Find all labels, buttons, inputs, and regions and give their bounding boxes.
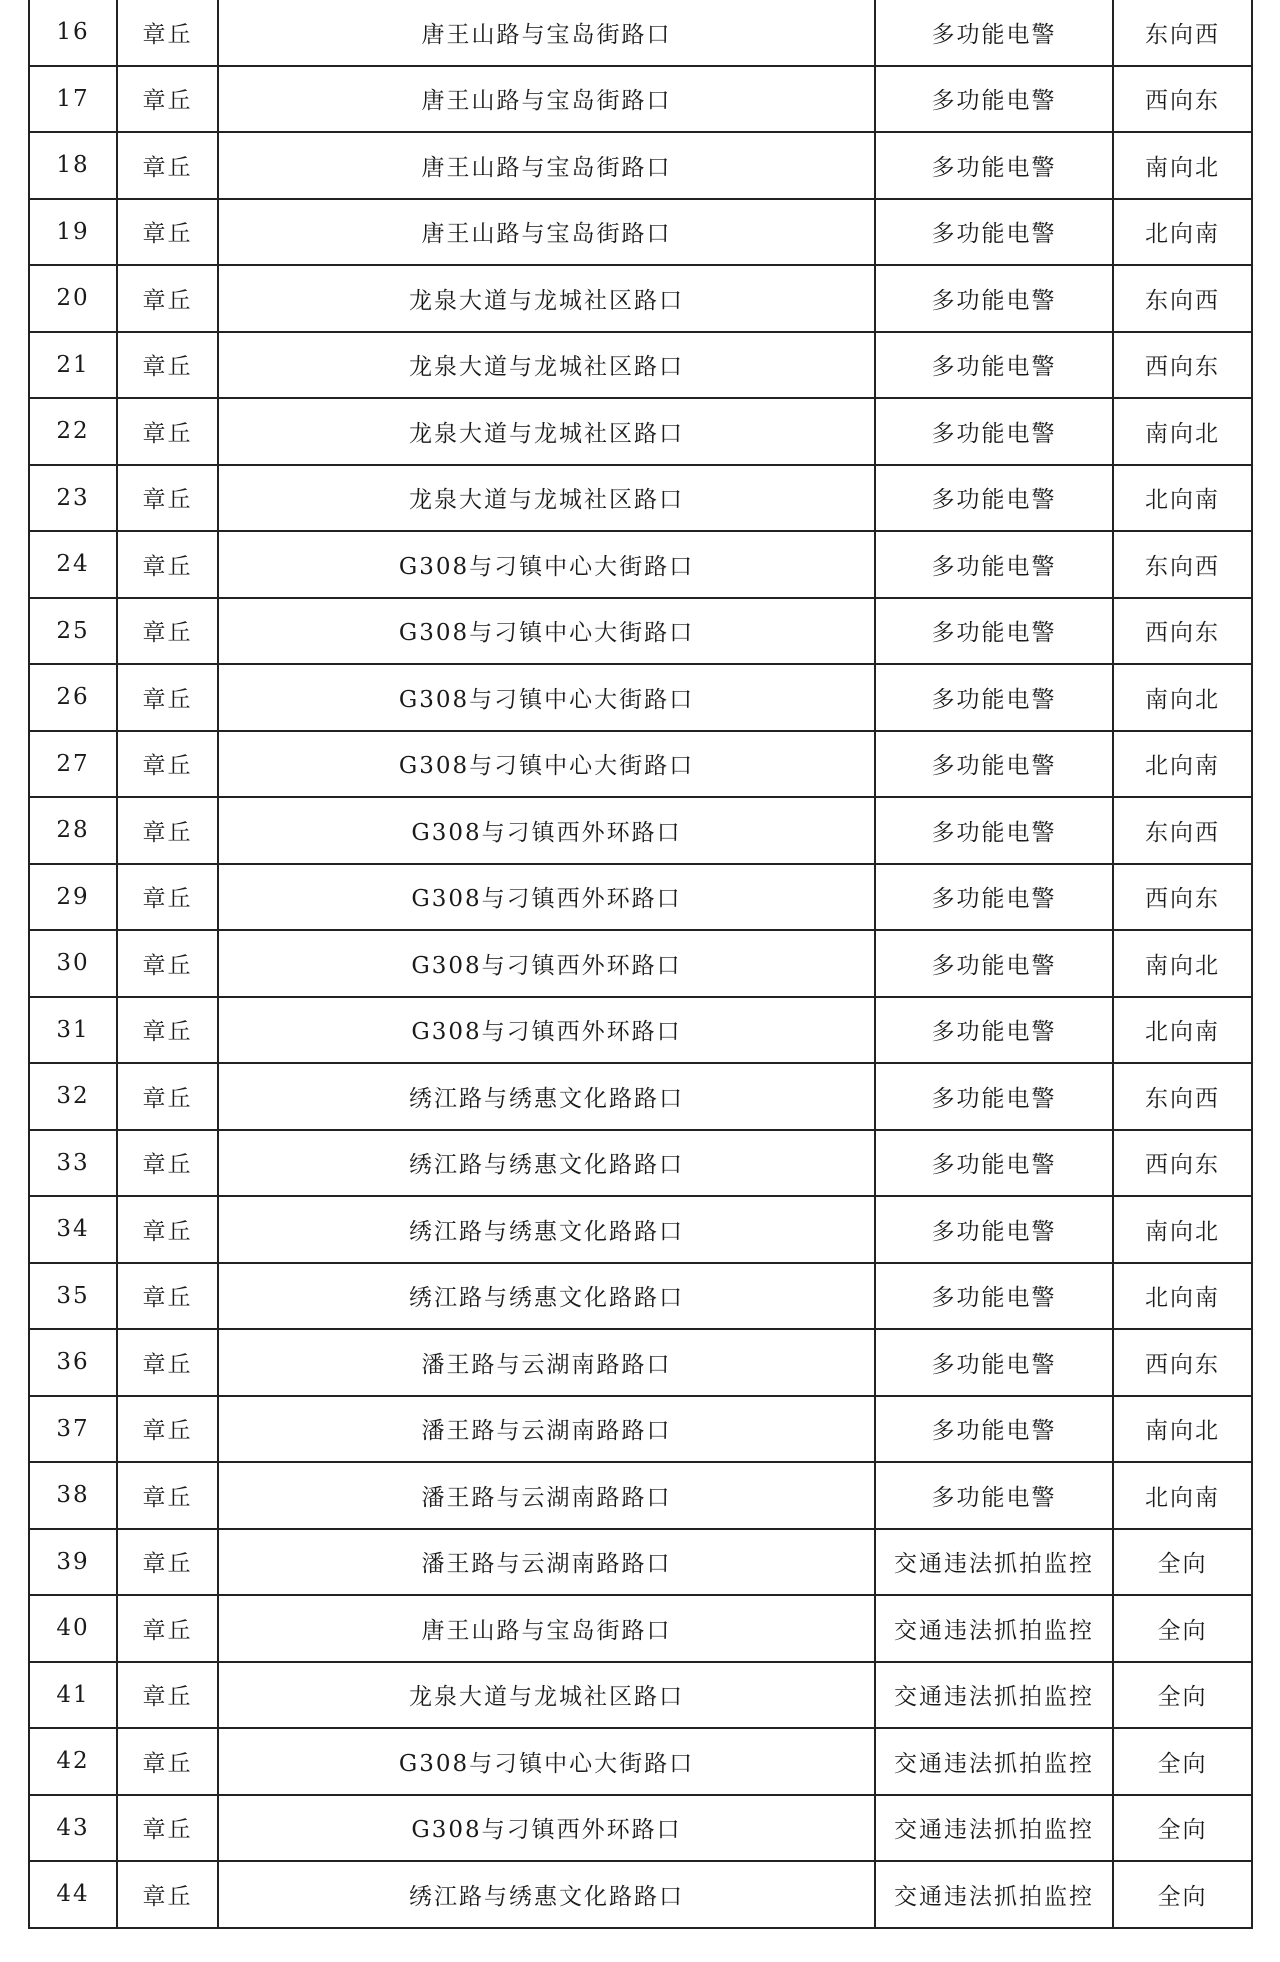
row-number-cell: 24 bbox=[29, 531, 117, 598]
table-row bbox=[29, 1662, 1252, 1729]
table-body bbox=[29, 0, 1252, 1928]
direction-cell: 西向东 bbox=[1113, 864, 1252, 931]
table-row bbox=[29, 332, 1252, 399]
device-type-cell: 多功能电警 bbox=[875, 797, 1113, 864]
intersection-cell: 唐王山路与宝岛街路口 bbox=[218, 199, 875, 266]
row-number-cell: 29 bbox=[29, 864, 117, 931]
row-number-cell: 40 bbox=[29, 1595, 117, 1662]
district-cell: 章丘 bbox=[117, 930, 218, 997]
camera-location-table bbox=[28, 0, 1253, 1929]
direction-cell: 北向南 bbox=[1113, 997, 1252, 1064]
intersection-cell: G308与刁镇中心大街路口 bbox=[218, 531, 875, 598]
device-type-cell: 多功能电警 bbox=[875, 66, 1113, 133]
row-number-cell: 17 bbox=[29, 66, 117, 133]
intersection-cell: 龙泉大道与龙城社区路口 bbox=[218, 398, 875, 465]
direction-cell: 全向 bbox=[1113, 1861, 1252, 1928]
direction-cell: 南向北 bbox=[1113, 398, 1252, 465]
intersection-cell: 龙泉大道与龙城社区路口 bbox=[218, 332, 875, 399]
table-row bbox=[29, 930, 1252, 997]
row-number-cell: 23 bbox=[29, 465, 117, 532]
device-type-cell: 多功能电警 bbox=[875, 398, 1113, 465]
table-row bbox=[29, 1130, 1252, 1197]
district-cell: 章丘 bbox=[117, 1130, 218, 1197]
intersection-cell: G308与刁镇西外环路口 bbox=[218, 1795, 875, 1862]
intersection-cell: 绣江路与绣惠文化路路口 bbox=[218, 1263, 875, 1330]
device-type-cell: 多功能电警 bbox=[875, 265, 1113, 332]
row-number-cell: 36 bbox=[29, 1329, 117, 1396]
device-type-cell: 多功能电警 bbox=[875, 0, 1113, 66]
row-number-cell: 31 bbox=[29, 997, 117, 1064]
direction-cell: 全向 bbox=[1113, 1795, 1252, 1862]
table-row bbox=[29, 1795, 1252, 1862]
device-type-cell: 交通违法抓拍监控 bbox=[875, 1662, 1113, 1729]
table-row bbox=[29, 398, 1252, 465]
table-row bbox=[29, 797, 1252, 864]
table-row bbox=[29, 664, 1252, 731]
intersection-cell: 潘王路与云湖南路路口 bbox=[218, 1529, 875, 1596]
district-cell: 章丘 bbox=[117, 1728, 218, 1795]
table-row bbox=[29, 1329, 1252, 1396]
direction-cell: 北向南 bbox=[1113, 731, 1252, 798]
device-type-cell: 多功能电警 bbox=[875, 598, 1113, 665]
intersection-cell: 潘王路与云湖南路路口 bbox=[218, 1396, 875, 1463]
intersection-cell: 唐王山路与宝岛街路口 bbox=[218, 66, 875, 133]
direction-cell: 西向东 bbox=[1113, 1130, 1252, 1197]
row-number-cell: 33 bbox=[29, 1130, 117, 1197]
intersection-cell: G308与刁镇中心大街路口 bbox=[218, 598, 875, 665]
direction-cell: 东向西 bbox=[1113, 265, 1252, 332]
intersection-cell: G308与刁镇西外环路口 bbox=[218, 797, 875, 864]
row-number-cell: 43 bbox=[29, 1795, 117, 1862]
device-type-cell: 多功能电警 bbox=[875, 930, 1113, 997]
district-cell: 章丘 bbox=[117, 1861, 218, 1928]
device-type-cell: 多功能电警 bbox=[875, 531, 1113, 598]
district-cell: 章丘 bbox=[117, 199, 218, 266]
device-type-cell: 多功能电警 bbox=[875, 731, 1113, 798]
direction-cell: 全向 bbox=[1113, 1662, 1252, 1729]
row-number-cell: 18 bbox=[29, 132, 117, 199]
intersection-cell: 绣江路与绣惠文化路路口 bbox=[218, 1861, 875, 1928]
device-type-cell: 交通违法抓拍监控 bbox=[875, 1529, 1113, 1596]
table-row bbox=[29, 132, 1252, 199]
row-number-cell: 20 bbox=[29, 265, 117, 332]
row-number-cell: 25 bbox=[29, 598, 117, 665]
district-cell: 章丘 bbox=[117, 1196, 218, 1263]
direction-cell: 全向 bbox=[1113, 1728, 1252, 1795]
direction-cell: 北向南 bbox=[1113, 465, 1252, 532]
district-cell: 章丘 bbox=[117, 465, 218, 532]
table-row bbox=[29, 465, 1252, 532]
row-number-cell: 28 bbox=[29, 797, 117, 864]
direction-cell: 东向西 bbox=[1113, 1063, 1252, 1130]
direction-cell: 西向东 bbox=[1113, 1329, 1252, 1396]
intersection-cell: 唐王山路与宝岛街路口 bbox=[218, 1595, 875, 1662]
table-row bbox=[29, 265, 1252, 332]
device-type-cell: 多功能电警 bbox=[875, 1329, 1113, 1396]
district-cell: 章丘 bbox=[117, 265, 218, 332]
table-row bbox=[29, 1396, 1252, 1463]
intersection-cell: G308与刁镇西外环路口 bbox=[218, 930, 875, 997]
table-row bbox=[29, 199, 1252, 266]
table-row bbox=[29, 0, 1252, 66]
table-row bbox=[29, 731, 1252, 798]
district-cell: 章丘 bbox=[117, 731, 218, 798]
row-number-cell: 32 bbox=[29, 1063, 117, 1130]
row-number-cell: 42 bbox=[29, 1728, 117, 1795]
intersection-cell: 绣江路与绣惠文化路路口 bbox=[218, 1063, 875, 1130]
row-number-cell: 16 bbox=[29, 0, 117, 66]
intersection-cell: 龙泉大道与龙城社区路口 bbox=[218, 265, 875, 332]
district-cell: 章丘 bbox=[117, 997, 218, 1064]
device-type-cell: 多功能电警 bbox=[875, 664, 1113, 731]
district-cell: 章丘 bbox=[117, 797, 218, 864]
row-number-cell: 41 bbox=[29, 1662, 117, 1729]
district-cell: 章丘 bbox=[117, 1662, 218, 1729]
district-cell: 章丘 bbox=[117, 664, 218, 731]
intersection-cell: 绣江路与绣惠文化路路口 bbox=[218, 1130, 875, 1197]
district-cell: 章丘 bbox=[117, 864, 218, 931]
table-row bbox=[29, 66, 1252, 133]
direction-cell: 东向西 bbox=[1113, 797, 1252, 864]
direction-cell: 南向北 bbox=[1113, 930, 1252, 997]
direction-cell: 南向北 bbox=[1113, 664, 1252, 731]
device-type-cell: 交通违法抓拍监控 bbox=[875, 1728, 1113, 1795]
device-type-cell: 多功能电警 bbox=[875, 199, 1113, 266]
district-cell: 章丘 bbox=[117, 1263, 218, 1330]
district-cell: 章丘 bbox=[117, 598, 218, 665]
device-type-cell: 多功能电警 bbox=[875, 132, 1113, 199]
district-cell: 章丘 bbox=[117, 132, 218, 199]
device-type-cell: 多功能电警 bbox=[875, 1263, 1113, 1330]
device-type-cell: 多功能电警 bbox=[875, 1130, 1113, 1197]
device-type-cell: 交通违法抓拍监控 bbox=[875, 1795, 1113, 1862]
device-type-cell: 交通违法抓拍监控 bbox=[875, 1595, 1113, 1662]
table-row bbox=[29, 1529, 1252, 1596]
row-number-cell: 30 bbox=[29, 930, 117, 997]
row-number-cell: 35 bbox=[29, 1263, 117, 1330]
device-type-cell: 多功能电警 bbox=[875, 1063, 1113, 1130]
intersection-cell: 唐王山路与宝岛街路口 bbox=[218, 0, 875, 66]
district-cell: 章丘 bbox=[117, 398, 218, 465]
direction-cell: 南向北 bbox=[1113, 1196, 1252, 1263]
device-type-cell: 多功能电警 bbox=[875, 465, 1113, 532]
table-row bbox=[29, 1063, 1252, 1130]
table-row bbox=[29, 1196, 1252, 1263]
device-type-cell: 多功能电警 bbox=[875, 332, 1113, 399]
district-cell: 章丘 bbox=[117, 0, 218, 66]
table-row bbox=[29, 1861, 1252, 1928]
direction-cell: 西向东 bbox=[1113, 332, 1252, 399]
intersection-cell: 唐王山路与宝岛街路口 bbox=[218, 132, 875, 199]
table-row bbox=[29, 997, 1252, 1064]
district-cell: 章丘 bbox=[117, 1462, 218, 1529]
direction-cell: 西向东 bbox=[1113, 598, 1252, 665]
device-type-cell: 多功能电警 bbox=[875, 1462, 1113, 1529]
device-type-cell: 多功能电警 bbox=[875, 1196, 1113, 1263]
row-number-cell: 37 bbox=[29, 1396, 117, 1463]
district-cell: 章丘 bbox=[117, 1063, 218, 1130]
intersection-cell: 龙泉大道与龙城社区路口 bbox=[218, 465, 875, 532]
district-cell: 章丘 bbox=[117, 1795, 218, 1862]
device-type-cell: 多功能电警 bbox=[875, 864, 1113, 931]
intersection-cell: 绣江路与绣惠文化路路口 bbox=[218, 1196, 875, 1263]
district-cell: 章丘 bbox=[117, 1329, 218, 1396]
direction-cell: 全向 bbox=[1113, 1595, 1252, 1662]
direction-cell: 西向东 bbox=[1113, 66, 1252, 133]
intersection-cell: 潘王路与云湖南路路口 bbox=[218, 1329, 875, 1396]
row-number-cell: 26 bbox=[29, 664, 117, 731]
table-row bbox=[29, 1595, 1252, 1662]
direction-cell: 全向 bbox=[1113, 1529, 1252, 1596]
row-number-cell: 34 bbox=[29, 1196, 117, 1263]
district-cell: 章丘 bbox=[117, 1396, 218, 1463]
direction-cell: 南向北 bbox=[1113, 132, 1252, 199]
district-cell: 章丘 bbox=[117, 1529, 218, 1596]
intersection-cell: G308与刁镇中心大街路口 bbox=[218, 664, 875, 731]
direction-cell: 南向北 bbox=[1113, 1396, 1252, 1463]
district-cell: 章丘 bbox=[117, 332, 218, 399]
row-number-cell: 27 bbox=[29, 731, 117, 798]
row-number-cell: 38 bbox=[29, 1462, 117, 1529]
row-number-cell: 39 bbox=[29, 1529, 117, 1596]
row-number-cell: 44 bbox=[29, 1861, 117, 1928]
direction-cell: 北向南 bbox=[1113, 1263, 1252, 1330]
device-type-cell: 多功能电警 bbox=[875, 997, 1113, 1064]
direction-cell: 东向西 bbox=[1113, 0, 1252, 66]
row-number-cell: 22 bbox=[29, 398, 117, 465]
direction-cell: 东向西 bbox=[1113, 531, 1252, 598]
table-row bbox=[29, 1728, 1252, 1795]
intersection-cell: G308与刁镇中心大街路口 bbox=[218, 1728, 875, 1795]
row-number-cell: 19 bbox=[29, 199, 117, 266]
intersection-cell: G308与刁镇西外环路口 bbox=[218, 997, 875, 1064]
table-row bbox=[29, 598, 1252, 665]
table-row bbox=[29, 531, 1252, 598]
table-row bbox=[29, 1462, 1252, 1529]
direction-cell: 北向南 bbox=[1113, 199, 1252, 266]
intersection-cell: 龙泉大道与龙城社区路口 bbox=[218, 1662, 875, 1729]
row-number-cell: 21 bbox=[29, 332, 117, 399]
intersection-cell: 潘王路与云湖南路路口 bbox=[218, 1462, 875, 1529]
district-cell: 章丘 bbox=[117, 66, 218, 133]
district-cell: 章丘 bbox=[117, 1595, 218, 1662]
district-cell: 章丘 bbox=[117, 531, 218, 598]
device-type-cell: 交通违法抓拍监控 bbox=[875, 1861, 1113, 1928]
table-row bbox=[29, 864, 1252, 931]
direction-cell: 北向南 bbox=[1113, 1462, 1252, 1529]
intersection-cell: G308与刁镇中心大街路口 bbox=[218, 731, 875, 798]
device-type-cell: 多功能电警 bbox=[875, 1396, 1113, 1463]
table-row bbox=[29, 1263, 1252, 1330]
intersection-cell: G308与刁镇西外环路口 bbox=[218, 864, 875, 931]
